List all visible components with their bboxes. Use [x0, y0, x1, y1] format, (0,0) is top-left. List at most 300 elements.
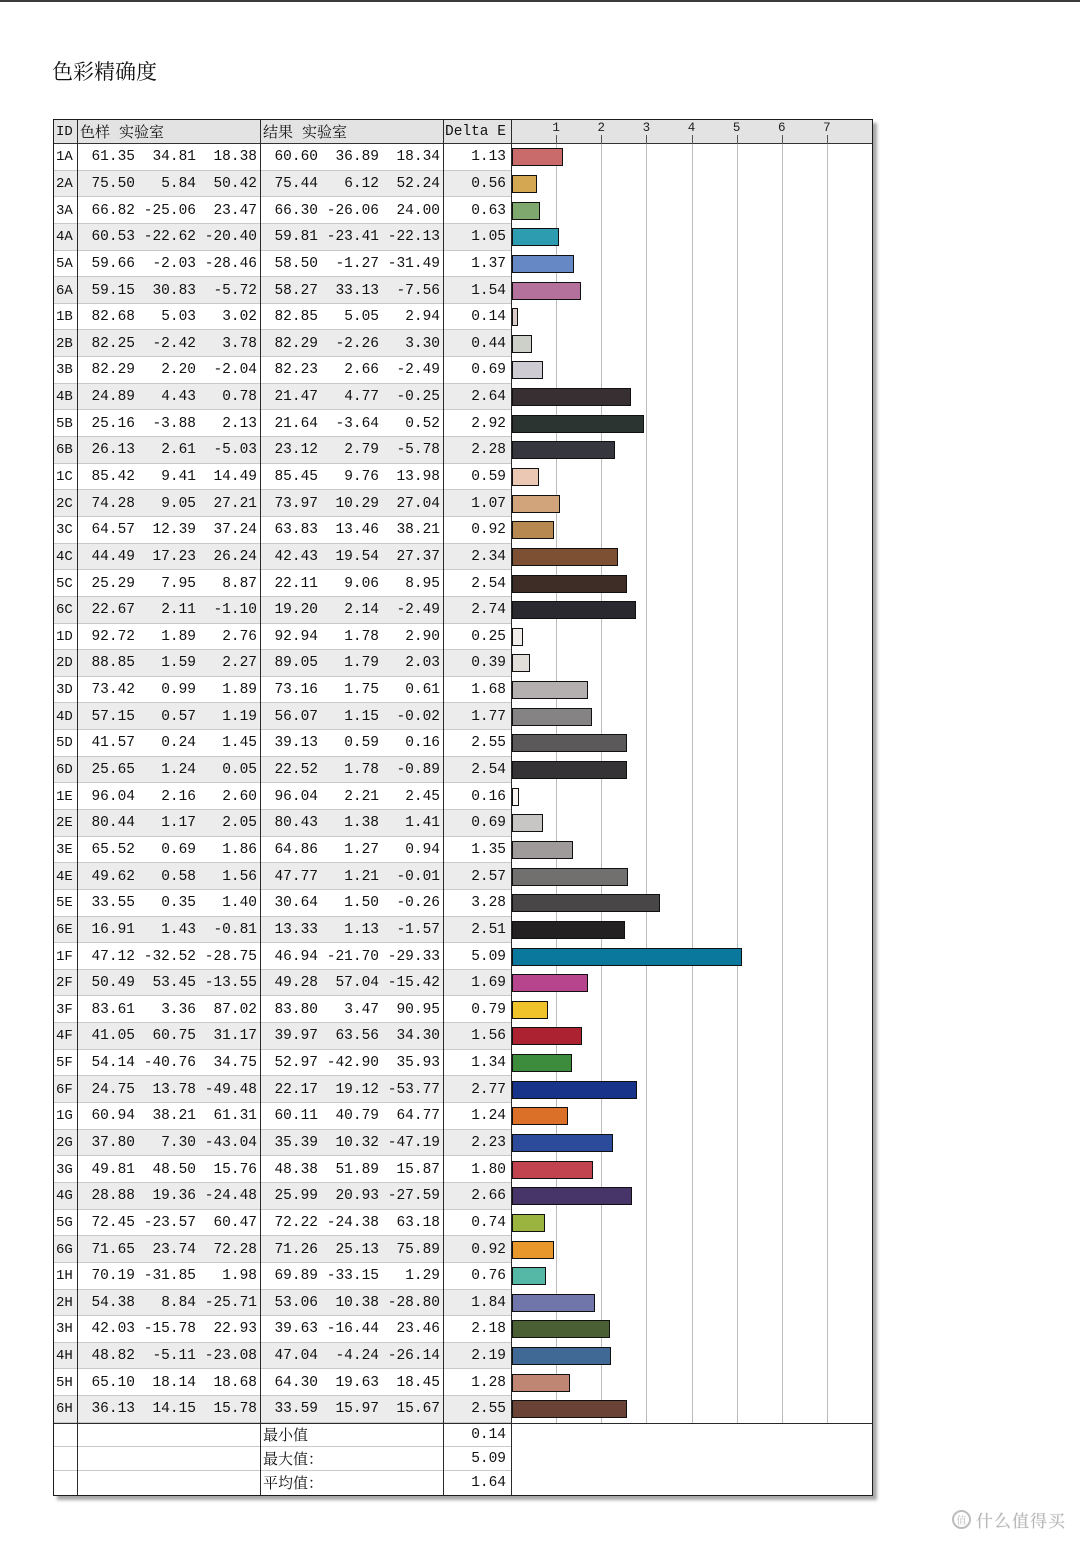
result-b: 63.18: [396, 1214, 440, 1231]
patch-id: 1F: [56, 948, 73, 965]
column-separator: [443, 120, 444, 1495]
reference-l: 59.66: [91, 255, 135, 272]
patch-id: 6A: [56, 282, 73, 299]
patch-id: 3A: [56, 202, 73, 219]
table-row: [54, 677, 872, 704]
table-row: [54, 144, 872, 171]
reference-a: -5.11: [152, 1348, 196, 1365]
result-a: 10.29: [335, 495, 379, 512]
report-grid: [54, 120, 872, 1495]
result-b: 18.45: [396, 1374, 440, 1391]
result-l: 52.97: [274, 1055, 318, 1072]
result-b: 90.95: [396, 1001, 440, 1018]
result-b: -7.56: [396, 282, 440, 299]
delta-e-value: 0.74: [471, 1214, 506, 1231]
delta-e-value: 0.69: [471, 815, 506, 832]
table-row: [54, 1050, 872, 1077]
reference-b: -25.71: [204, 1294, 257, 1311]
result-a: 19.63: [335, 1374, 379, 1391]
x-tick-label: 6: [777, 121, 786, 135]
result-a: 1.78: [344, 628, 379, 645]
result-a: 2.66: [344, 362, 379, 379]
delta-e-bar: [512, 681, 588, 699]
result-l: 60.60: [274, 149, 318, 166]
reference-l: 65.10: [91, 1374, 135, 1391]
delta-e-bar: [512, 441, 615, 459]
delta-e-value: 0.59: [471, 468, 506, 485]
patch-id: 6B: [56, 442, 73, 459]
delta-e-bar: [512, 1320, 610, 1338]
result-a: 40.79: [335, 1108, 379, 1125]
delta-e-value: 2.66: [471, 1188, 506, 1205]
top-rule: [0, 0, 1080, 2]
table-row: [54, 597, 872, 624]
delta-e-value: 2.92: [471, 415, 506, 432]
delta-e-value: 2.18: [471, 1321, 506, 1338]
summary-value: 1.64: [471, 1474, 506, 1491]
result-l: 22.11: [274, 575, 318, 592]
reference-l: 73.42: [91, 682, 135, 699]
reference-b: 18.38: [213, 149, 257, 166]
reference-l: 25.29: [91, 575, 135, 592]
reference-a: -32.52: [143, 948, 196, 965]
delta-e-bar: [512, 308, 518, 326]
result-b: 15.87: [396, 1161, 440, 1178]
result-l: 83.80: [274, 1001, 318, 1018]
result-l: 46.94: [274, 948, 318, 965]
patch-id: 5D: [56, 735, 73, 752]
patch-id: 3C: [56, 522, 73, 539]
delta-e-value: 0.25: [471, 628, 506, 645]
reference-a: 48.50: [152, 1161, 196, 1178]
result-b: -53.77: [387, 1081, 440, 1098]
result-l: 21.64: [274, 415, 318, 432]
reference-a: 0.24: [161, 735, 196, 752]
reference-b: 14.49: [213, 468, 257, 485]
delta-e-bar: [512, 868, 628, 886]
patch-id: 3F: [56, 1001, 73, 1018]
result-a: 4.77: [344, 389, 379, 406]
reference-a: -15.78: [143, 1321, 196, 1338]
delta-e-bar: [512, 548, 618, 566]
patch-id: 1B: [56, 309, 73, 326]
table-row: [54, 251, 872, 278]
reference-l: 85.42: [91, 468, 135, 485]
summary-label: 最大值：: [263, 1452, 324, 1470]
reference-a: 1.17: [161, 815, 196, 832]
reference-a: 3.36: [161, 1001, 196, 1018]
result-b: 8.95: [405, 575, 440, 592]
delta-e-bar: [512, 734, 627, 752]
delta-e-bar: [512, 1027, 582, 1045]
reference-b: 15.78: [213, 1401, 257, 1418]
patch-id: 2D: [56, 655, 73, 672]
delta-e-bar: [512, 1134, 613, 1152]
delta-e-bar: [512, 495, 560, 513]
reference-l: 22.67: [91, 602, 135, 619]
result-b: 35.93: [396, 1055, 440, 1072]
delta-e-bar: [512, 148, 563, 166]
reference-a: 5.84: [161, 175, 196, 192]
delta-e-bar: [512, 814, 543, 832]
reference-b: -1.10: [213, 602, 257, 619]
patch-id: 4F: [56, 1028, 73, 1045]
reference-b: 0.05: [222, 762, 257, 779]
reference-l: 48.82: [91, 1348, 135, 1365]
patch-id: 6C: [56, 602, 73, 619]
summary-row: [54, 1423, 872, 1447]
table-row: [54, 890, 872, 917]
table-row: [54, 1156, 872, 1183]
patch-id: 6D: [56, 762, 73, 779]
reference-l: 57.15: [91, 708, 135, 725]
reference-l: 41.57: [91, 735, 135, 752]
result-b: -2.49: [396, 362, 440, 379]
delta-e-value: 2.34: [471, 548, 506, 565]
result-a: 1.50: [344, 895, 379, 912]
result-a: 1.38: [344, 815, 379, 832]
delta-e-bar: [512, 788, 519, 806]
result-b: 2.45: [405, 788, 440, 805]
result-b: 1.41: [405, 815, 440, 832]
table-row: [54, 943, 872, 970]
reference-l: 47.12: [91, 948, 135, 965]
result-l: 58.27: [274, 282, 318, 299]
reference-l: 61.35: [91, 149, 135, 166]
delta-e-bar: [512, 468, 539, 486]
result-a: -23.41: [326, 229, 379, 246]
table-row: [54, 650, 872, 677]
delta-e-bar: [512, 628, 523, 646]
result-l: 39.97: [274, 1028, 318, 1045]
patch-id: 3E: [56, 841, 73, 858]
reference-a: 34.81: [152, 149, 196, 166]
result-a: -33.15: [326, 1268, 379, 1285]
result-b: -2.49: [396, 602, 440, 619]
patch-id: 4A: [56, 229, 73, 246]
reference-b: -5.03: [213, 442, 257, 459]
result-a: 1.13: [344, 921, 379, 938]
reference-b: 18.68: [213, 1374, 257, 1391]
header-id: ID: [56, 123, 73, 140]
reference-a: 7.30: [161, 1134, 196, 1151]
delta-e-value: 1.13: [471, 149, 506, 166]
delta-e-bar: [512, 1161, 593, 1179]
result-b: 27.37: [396, 548, 440, 565]
delta-e-value: 1.07: [471, 495, 506, 512]
x-tick-mark: [646, 135, 647, 144]
delta-e-value: 0.63: [471, 202, 506, 219]
reference-b: -43.04: [204, 1134, 257, 1151]
result-l: 35.39: [274, 1134, 318, 1151]
watermark: [952, 1507, 1066, 1532]
table-row: [54, 1210, 872, 1237]
delta-e-bar: [512, 948, 742, 966]
table-row: [54, 1290, 872, 1317]
x-tick-mark: [737, 135, 738, 144]
result-a: 2.21: [344, 788, 379, 805]
result-l: 59.81: [274, 229, 318, 246]
patch-id: 5B: [56, 415, 73, 432]
result-l: 69.89: [274, 1268, 318, 1285]
table-row: [54, 1263, 872, 1290]
table-row: [54, 570, 872, 597]
reference-a: 2.20: [161, 362, 196, 379]
reference-b: 1.98: [222, 1268, 257, 1285]
column-separator: [511, 120, 512, 1495]
delta-e-bar: [512, 1081, 637, 1099]
delta-e-bar: [512, 202, 540, 220]
result-l: 85.45: [274, 468, 318, 485]
delta-e-bar: [512, 388, 631, 406]
reference-l: 24.89: [91, 389, 135, 406]
result-b: -0.89: [396, 762, 440, 779]
reference-b: -0.81: [213, 921, 257, 938]
result-b: -27.59: [387, 1188, 440, 1205]
result-l: 25.99: [274, 1188, 318, 1205]
delta-e-value: 0.69: [471, 362, 506, 379]
summary-row: [54, 1447, 872, 1471]
reference-a: 2.61: [161, 442, 196, 459]
reference-l: 59.15: [91, 282, 135, 299]
reference-l: 88.85: [91, 655, 135, 672]
reference-l: 49.62: [91, 868, 135, 885]
result-l: 73.97: [274, 495, 318, 512]
delta-e-value: 2.55: [471, 1401, 506, 1418]
delta-e-value: 0.16: [471, 788, 506, 805]
result-l: 72.22: [274, 1214, 318, 1231]
reference-a: 12.39: [152, 522, 196, 539]
result-l: 64.30: [274, 1374, 318, 1391]
table-row: [54, 863, 872, 890]
patch-id: 4C: [56, 548, 73, 565]
delta-e-bar: [512, 1267, 546, 1285]
result-l: 23.12: [274, 442, 318, 459]
delta-e-value: 0.92: [471, 1241, 506, 1258]
result-a: 33.13: [335, 282, 379, 299]
result-b: 13.98: [396, 468, 440, 485]
result-a: -21.70: [326, 948, 379, 965]
patch-id: 1H: [56, 1268, 73, 1285]
reference-b: 23.47: [213, 202, 257, 219]
result-b: 23.46: [396, 1321, 440, 1338]
result-a: 51.89: [335, 1161, 379, 1178]
reference-l: 25.16: [91, 415, 135, 432]
result-l: 64.86: [274, 841, 318, 858]
reference-l: 75.50: [91, 175, 135, 192]
result-a: 19.12: [335, 1081, 379, 1098]
delta-e-bar: [512, 974, 588, 992]
result-b: 2.90: [405, 628, 440, 645]
reference-l: 65.52: [91, 841, 135, 858]
reference-l: 96.04: [91, 788, 135, 805]
result-a: -3.64: [335, 415, 379, 432]
delta-e-value: 2.57: [471, 868, 506, 885]
table-row: [54, 1316, 872, 1343]
delta-e-value: 1.28: [471, 1374, 506, 1391]
delta-e-bar: [512, 601, 636, 619]
table-row: [54, 1369, 872, 1396]
delta-e-bar: [512, 894, 660, 912]
table-row: [54, 304, 872, 331]
reference-a: 17.23: [152, 548, 196, 565]
delta-e-value: 1.68: [471, 682, 506, 699]
patch-id: 3H: [56, 1321, 73, 1338]
result-b: -0.01: [396, 868, 440, 885]
result-l: 56.07: [274, 708, 318, 725]
delta-e-value: 2.54: [471, 762, 506, 779]
header-delta-e: Delta E: [445, 123, 506, 140]
table-row: [54, 384, 872, 411]
reference-b: 1.56: [222, 868, 257, 885]
reference-b: 37.24: [213, 522, 257, 539]
result-b: 1.29: [405, 1268, 440, 1285]
patch-id: 3D: [56, 682, 73, 699]
body-bottom-rule: [54, 1423, 872, 1424]
result-b: -31.49: [387, 255, 440, 272]
result-b: 2.94: [405, 309, 440, 326]
reference-l: 64.57: [91, 522, 135, 539]
reference-b: 1.89: [222, 682, 257, 699]
table-row: [54, 917, 872, 944]
result-l: 47.04: [274, 1348, 318, 1365]
patch-id: 2H: [56, 1294, 73, 1311]
result-a: 1.15: [344, 708, 379, 725]
reference-l: 92.72: [91, 628, 135, 645]
table-row: [54, 1183, 872, 1210]
delta-e-value: 2.74: [471, 602, 506, 619]
reference-a: 1.24: [161, 762, 196, 779]
reference-b: 2.60: [222, 788, 257, 805]
reference-l: 37.80: [91, 1134, 135, 1151]
reference-l: 82.25: [91, 335, 135, 352]
reference-b: 15.76: [213, 1161, 257, 1178]
result-a: 10.32: [335, 1134, 379, 1151]
reference-a: 5.03: [161, 309, 196, 326]
reference-b: -13.55: [204, 975, 257, 992]
delta-e-bar: [512, 335, 532, 353]
result-l: 92.94: [274, 628, 318, 645]
reference-a: 0.57: [161, 708, 196, 725]
table-row: [54, 1023, 872, 1050]
result-b: 15.67: [396, 1401, 440, 1418]
result-a: 9.06: [344, 575, 379, 592]
table-row: [54, 757, 872, 784]
result-b: 0.16: [405, 735, 440, 752]
delta-e-value: 0.56: [471, 175, 506, 192]
delta-e-bar: [512, 1347, 611, 1365]
delta-e-bar: [512, 1187, 632, 1205]
result-b: 3.30: [405, 335, 440, 352]
result-a: 1.78: [344, 762, 379, 779]
reference-l: 72.45: [91, 1214, 135, 1231]
reference-a: 2.16: [161, 788, 196, 805]
delta-e-bar: [512, 841, 573, 859]
patch-id: 4G: [56, 1188, 73, 1205]
reference-a: 18.14: [152, 1374, 196, 1391]
reference-b: 34.75: [213, 1055, 257, 1072]
patch-id: 5C: [56, 575, 73, 592]
reference-b: 26.24: [213, 548, 257, 565]
result-b: -0.02: [396, 708, 440, 725]
column-separator: [260, 120, 261, 1495]
patch-id: 6H: [56, 1401, 73, 1418]
result-b: 38.21: [396, 522, 440, 539]
reference-a: 13.78: [152, 1081, 196, 1098]
result-a: 1.75: [344, 682, 379, 699]
table-row: [54, 810, 872, 837]
result-l: 39.13: [274, 735, 318, 752]
reference-b: 22.93: [213, 1321, 257, 1338]
column-separator: [77, 120, 78, 1495]
reference-a: 23.74: [152, 1241, 196, 1258]
table-row: [54, 1396, 872, 1423]
result-l: 60.11: [274, 1108, 318, 1125]
result-l: 53.06: [274, 1294, 318, 1311]
patch-id: 5E: [56, 895, 73, 912]
reference-a: -25.06: [143, 202, 196, 219]
patch-id: 4H: [56, 1348, 73, 1365]
delta-e-value: 0.14: [471, 309, 506, 326]
result-a: -2.26: [335, 335, 379, 352]
x-tick-mark: [556, 135, 557, 144]
reference-a: 53.45: [152, 975, 196, 992]
result-b: -0.25: [396, 389, 440, 406]
reference-a: 1.59: [161, 655, 196, 672]
patch-id: 3G: [56, 1161, 73, 1178]
delta-e-value: 2.19: [471, 1348, 506, 1365]
reference-l: 54.14: [91, 1055, 135, 1072]
patch-id: 6F: [56, 1081, 73, 1098]
patch-id: 2F: [56, 975, 73, 992]
delta-e-value: 1.56: [471, 1028, 506, 1045]
patch-id: 4E: [56, 868, 73, 885]
result-l: 22.17: [274, 1081, 318, 1098]
reference-a: 7.95: [161, 575, 196, 592]
table-row: [54, 330, 872, 357]
reference-l: 66.82: [91, 202, 135, 219]
result-a: 0.59: [344, 735, 379, 752]
result-b: 27.04: [396, 495, 440, 512]
delta-e-bar: [512, 255, 574, 273]
x-tick-label: 7: [823, 121, 831, 135]
reference-a: 9.05: [161, 495, 196, 512]
delta-e-bar: [512, 1374, 570, 1392]
result-a: 25.13: [335, 1241, 379, 1258]
result-l: 73.16: [274, 682, 318, 699]
delta-e-value: 1.77: [471, 708, 506, 725]
reference-b: 3.78: [222, 335, 257, 352]
table-row: [54, 703, 872, 730]
table-row: [54, 224, 872, 251]
result-a: 20.93: [335, 1188, 379, 1205]
reference-b: 31.17: [213, 1028, 257, 1045]
patch-id: 1A: [56, 149, 73, 166]
result-l: 47.77: [274, 868, 318, 885]
delta-e-value: 2.64: [471, 389, 506, 406]
result-a: 3.47: [344, 1001, 379, 1018]
delta-e-bar: [512, 761, 627, 779]
reference-a: -3.88: [152, 415, 196, 432]
reference-b: -20.40: [204, 229, 257, 246]
patch-id: 2A: [56, 175, 73, 192]
x-tick-label: 1: [552, 121, 560, 135]
result-a: -26.06: [326, 202, 379, 219]
reference-b: 1.40: [222, 895, 257, 912]
result-a: 15.97: [335, 1401, 379, 1418]
patch-id: 5H: [56, 1374, 73, 1391]
table-row: [54, 1343, 872, 1370]
